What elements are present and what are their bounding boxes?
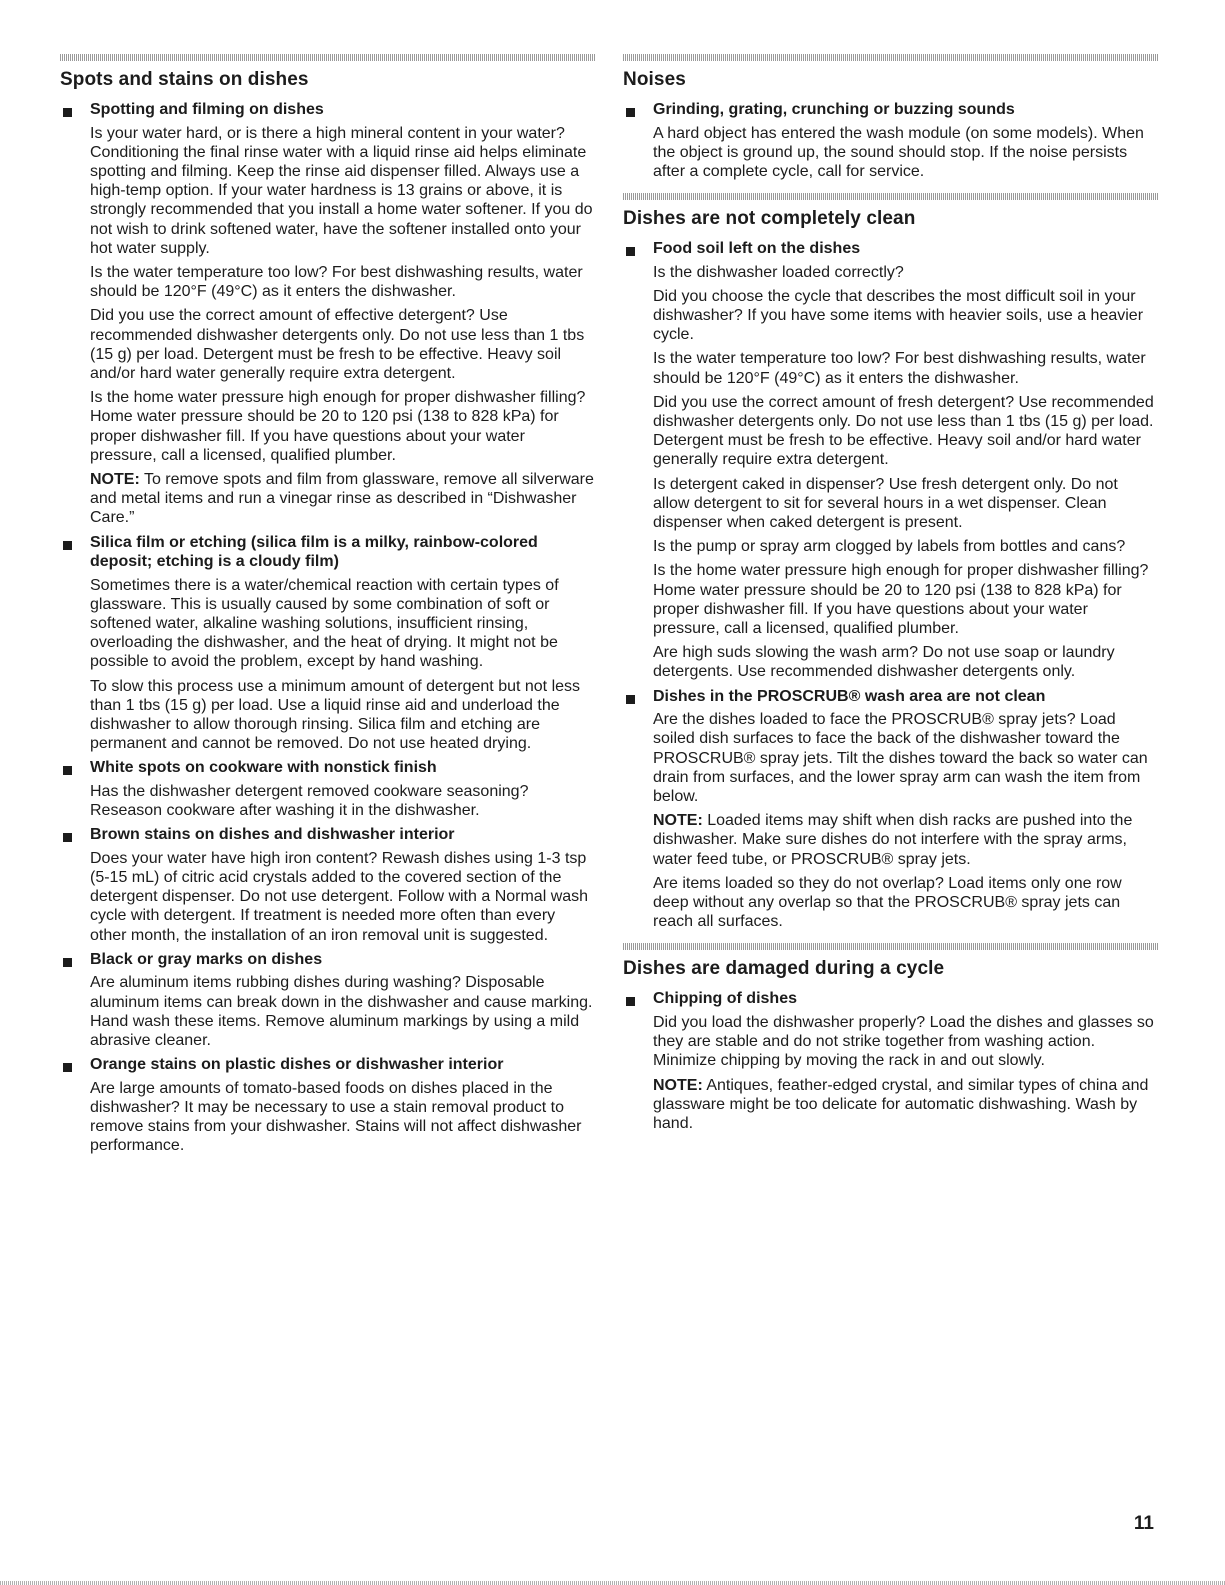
item-heading: Food soil left on the dishes	[653, 240, 861, 258]
item-heading: Chipping of dishes	[653, 990, 797, 1008]
bullet-icon	[63, 541, 72, 550]
item-orange-stains	[60, 1055, 596, 1155]
section-title: Spots and stains on dishes	[60, 69, 309, 90]
item-paragraph: To slow this process use a minimum amount of detergent but not less than 1 tbs (15 g) per load. Use a liquid rinse aid and underload the dishwasher to allow thorough rinsing. Silica film and etching are permanent and cannot be removed. Do not use heated drying.	[90, 677, 581, 753]
item-heading: Black or gray marks on dishes	[90, 950, 323, 968]
note-paragraph	[653, 811, 1158, 869]
item-paragraph: Is the home water pressure high enough for proper dishwasher filling? Home water pressure should be 20 to 120 psi (138 to 828 kPa) for proper dishwasher fill. If you have questions about your water pressure, call a licensed, qualified plumber.	[90, 389, 586, 464]
item-black-gray-marks	[60, 950, 596, 1050]
item-spotting-filming	[60, 100, 596, 528]
item-paragraph: Did you choose the cycle that describes the most difficult soil in your dishwasher? If you have some items with heavier soils, use a heavier cycle.	[653, 287, 1144, 344]
section-damaged	[623, 943, 1158, 1133]
item-paragraph: Are items loaded so they do not overlap? Load items only one row deep without any overlap so that the PROSCRUB® spray jets can reach all surfaces.	[653, 874, 1122, 931]
item-paragraph: Are large amounts of tomato-based foods on dishes placed in the dishwasher? It may be necessary to use a stain removal product to remove stains from your dishwasher. Stains will not affect dishwasher performance.	[90, 1079, 582, 1155]
item-brown-stains	[60, 825, 596, 945]
bullet-icon	[63, 958, 72, 967]
item-paragraph: Are high suds slowing the wash arm? Do not use soap or laundry detergents. Use recommended dishwasher detergents only.	[653, 644, 1115, 681]
item-paragraph: Has the dishwasher detergent removed cookware seasoning? Reseason cookware after washing it in the dishwasher.	[90, 782, 529, 820]
item-paragraph: Did you load the dishwasher properly? Load the dishes and glasses so they are stable and do not strike together from washing action. Minimize chipping by moving the rack in and out slowly.	[653, 1013, 1154, 1070]
item-heading: White spots on cookware with nonstick finish	[90, 759, 437, 777]
section-title: Noises	[623, 69, 686, 90]
bullet-icon	[626, 247, 635, 256]
section-noises	[623, 54, 1158, 181]
item-heading: Silica film or etching (silica film is a milky, rainbow-colored deposit; etching is a cloudy film)	[90, 533, 538, 571]
note-label: NOTE:	[90, 470, 140, 488]
section-divider	[623, 54, 1158, 61]
item-proscrub-area	[623, 687, 1158, 932]
note-label: NOTE:	[653, 1076, 703, 1094]
right-column	[623, 54, 1158, 1145]
item-paragraph: Does your water have high iron content? Rewash dishes using 1-3 tsp (5-15 mL) of citric acid crystals added to the covered section of the detergent dispenser. Do not use detergent. Follow with a Normal wash cycle with detergent. If treatment is needed more often than every other month, the installation of an iron removal unit is suggested.	[90, 849, 589, 944]
item-heading: Grinding, grating, crunching or buzzing sounds	[653, 101, 1015, 118]
item-heading: Dishes in the PROSCRUB® wash area are not clean	[653, 687, 1046, 705]
section-not-clean	[623, 193, 1158, 931]
bullet-icon	[626, 695, 635, 704]
item-paragraph: Is the pump or spray arm clogged by labels from bottles and cans?	[653, 538, 1126, 556]
item-paragraph: A hard object has entered the wash module (on some models). When the object is ground up, the sound should stop. If the noise persists after a complete cycle, call for service.	[653, 124, 1144, 180]
item-food-soil	[623, 239, 1158, 682]
item-paragraph: Sometimes there is a water/chemical reaction with certain types of glassware. This is usually caused by some combination of soft or softened water, alkaline washing solutions, insufficient rinsing, overloading the dishwasher, and the heat of drying. It might not be possible to avoid the problem, except by hand washing.	[90, 576, 559, 671]
item-silica-film	[60, 533, 596, 754]
section-divider	[623, 943, 1158, 950]
section-spots-and-stains	[60, 54, 596, 1155]
bullet-icon	[626, 108, 635, 117]
item-paragraph: Did you use the correct amount of effective detergent? Use recommended dishwasher detergents only. Do not use less than 1 tbs (15 g) per load. Detergent must be fresh to be effective. Heavy soil and/or hard water generally require extra detergent.	[90, 307, 585, 382]
note-text: Loaded items may shift when dish racks are pushed into the dishwasher. Make sure dishes do not interfere with the spray arms, water feed tube, or PROSCRUB® spray jets.	[653, 812, 1133, 868]
note-paragraph	[653, 1076, 1158, 1134]
item-paragraph: Are aluminum items rubbing dishes during washing? Disposable aluminum items can break down in the dishwasher and cause marking. Hand wash these items. Remove aluminum markings by using a mild abrasive cleaner.	[90, 974, 593, 1049]
page-number: 11	[1133, 1513, 1154, 1534]
bullet-icon	[63, 108, 72, 117]
note-text: Antiques, feather-edged crystal, and similar types of china and glassware might be too delicate for automatic dishwashing. Wash by hand.	[653, 1076, 1149, 1132]
note-text: To remove spots and film from glassware, remove all silverware and metal items and run a vinegar rinse as described in “Dishwasher Care.”	[90, 470, 594, 527]
left-column	[60, 54, 596, 1167]
item-heading: Brown stains on dishes and dishwasher interior	[90, 826, 455, 844]
note-label: NOTE:	[653, 812, 703, 830]
bullet-icon	[63, 833, 72, 842]
bullet-icon	[626, 997, 635, 1006]
bottom-scan-edge	[0, 1581, 1225, 1585]
item-white-spots	[60, 758, 596, 820]
item-grinding-sounds	[623, 100, 1158, 181]
item-chipping	[623, 989, 1158, 1133]
note-paragraph	[90, 470, 596, 528]
section-title: Dishes are not completely clean	[623, 208, 916, 230]
item-paragraph: Is the home water pressure high enough for proper dishwasher filling? Home water pressure should be 20 to 120 psi (138 to 828 kPa) for proper dishwasher fill. If you have questions about your water pressure, call a licensed, qualified plumber.	[653, 562, 1149, 638]
bullet-icon	[63, 766, 72, 775]
item-paragraph: Is detergent caked in dispenser? Use fresh detergent only. Do not allow detergent to sit for several hours in a wet dispenser. Clean dispenser when caked detergent is present.	[653, 475, 1118, 532]
item-paragraph: Are the dishes loaded to face the PROSCRUB® spray jets? Load soiled dish surfaces to face the back of the dishwasher toward the PROSCRUB® spray jets. Tilt the dishes toward the back so water can drain from surfaces, and the lower spray arm can wash the item from below.	[653, 711, 1148, 805]
bullet-icon	[63, 1063, 72, 1072]
section-title: Dishes are damaged during a cycle	[623, 958, 945, 980]
item-paragraph: Is the water temperature too low? For best dishwashing results, water should be 120°F (49°C) as it enters the dishwasher.	[90, 263, 583, 301]
section-divider	[60, 54, 596, 61]
item-paragraph: Is the dishwasher loaded correctly?	[653, 263, 904, 281]
item-heading: Orange stains on plastic dishes or dishwasher interior	[90, 1056, 504, 1074]
section-divider	[623, 193, 1158, 200]
item-heading: Spotting and filming on dishes	[90, 101, 324, 118]
item-paragraph: Is your water hard, or is there a high mineral content in your water? Conditioning the final rinse water with a liquid rinse aid helps eliminate spotting and filming. Keep the rinse aid dispenser filled. Always use a high-temp option. If your water hardness is 13 grains or above, it is strongly recommended that you install a home water softener. If you do not wish to drink softened water, have the softener installed onto your hot water supply.	[90, 124, 593, 257]
item-paragraph: Is the water temperature too low? For best dishwashing results, water should be 120°F (49°C) as it enters the dishwasher.	[653, 350, 1146, 387]
item-paragraph: Did you use the correct amount of fresh detergent? Use recommended dishwasher detergents only. Do not use less than 1 tbs (15 g) per load. Detergent must be fresh to be effective. Heavy soil and/or hard water generally require extra detergent.	[653, 393, 1154, 469]
